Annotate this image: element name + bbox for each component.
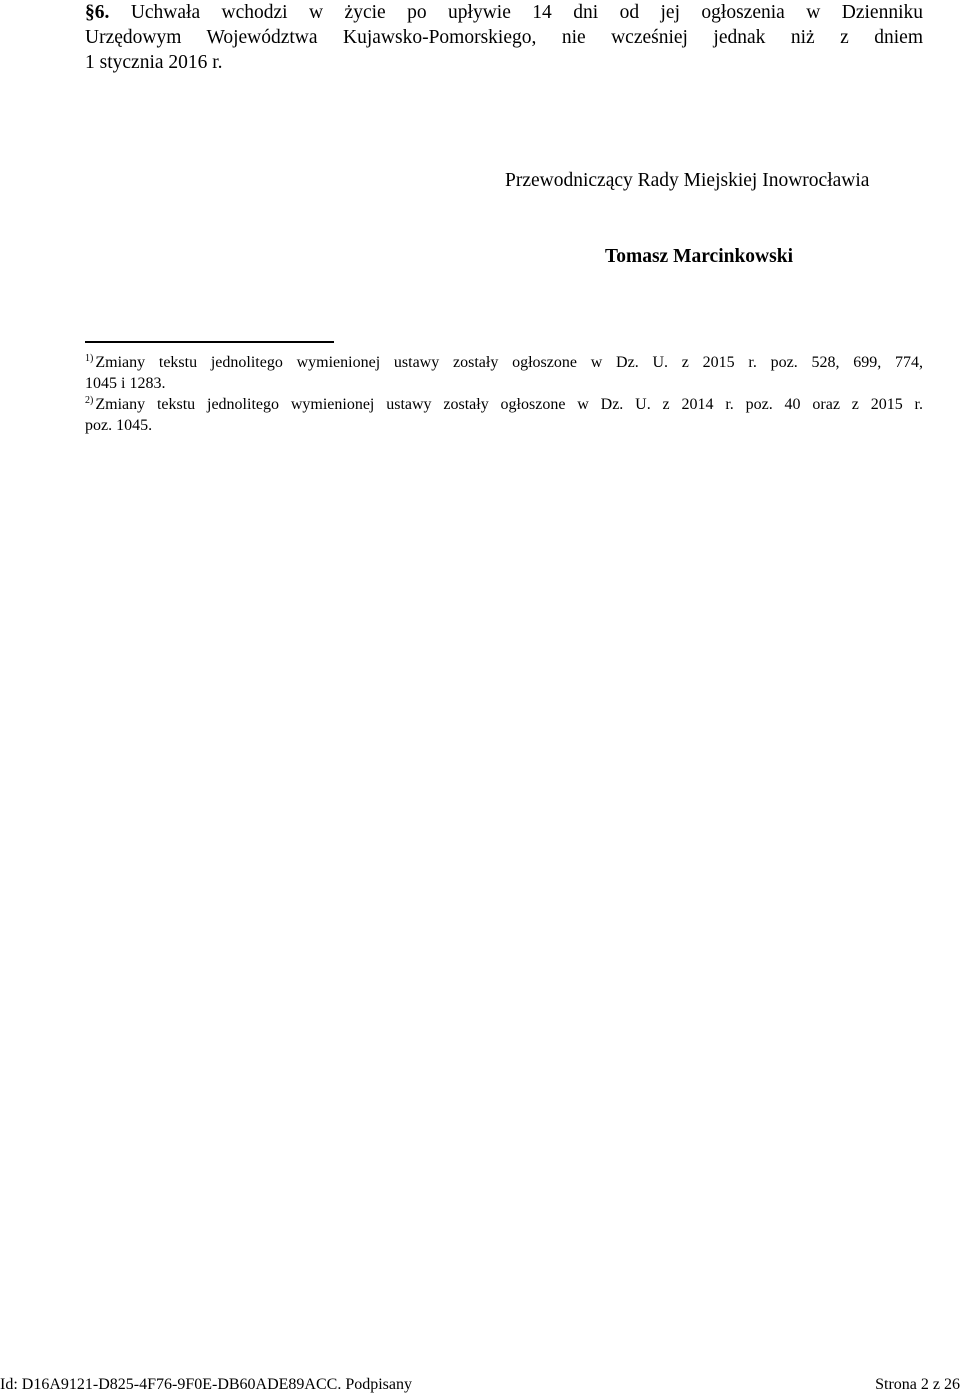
footnote-1-line-1 — [85, 352, 923, 373]
footnote-2 — [85, 394, 923, 436]
footnote-2-text-1: Zmiany tekstu jednolitego wymienionej ustawy zostały ogłoszone w Dz. U. z 2014 r. poz. 40 oraz z 2015 r. — [95, 396, 923, 413]
footnote-1-marker: 1) — [85, 353, 94, 364]
footnote-2-line-1 — [85, 394, 923, 415]
section-paragraph — [85, 0, 923, 75]
section-line-3: 1 stycznia 2016 r. — [85, 52, 223, 73]
page-footer — [0, 1373, 960, 1396]
footnote-1 — [85, 352, 923, 394]
section-text-1: Uchwała wchodzi w życie po upływie 14 dni od jej ogłoszenia w Dzienniku — [130, 2, 923, 23]
footnotes — [85, 352, 923, 436]
document-id-text: Id: D16A9121-D825-4F76-9F0E-DB60ADE89ACC. Podpisany — [0, 1376, 412, 1393]
signature-name: Tomasz Marcinkowski — [605, 246, 793, 267]
footnote-2-line-2: poz. 1045. — [85, 417, 153, 434]
section-line-2: Urzędowym Województwa Kujawsko-Pomorskiego, nie wcześniej jednak niż z dniem — [85, 27, 923, 48]
section-number: 6. — [94, 2, 110, 23]
footnote-divider — [85, 341, 334, 343]
page-number: Strona 2 z 26 — [875, 1376, 960, 1393]
footnote-2-marker: 2) — [85, 395, 94, 406]
section-symbol: § — [85, 2, 95, 23]
signature-title: Przewodniczący Rady Miejskiej Inowrocławia — [505, 170, 870, 191]
footnote-1-line-2: 1045 i 1283. — [85, 375, 166, 392]
section-line-1 — [85, 0, 923, 25]
footnote-1-text-1: Zmiany tekstu jednolitego wymienionej ustawy zostały ogłoszone w Dz. U. z 2015 r. poz. 528, 699, 774, — [95, 354, 923, 371]
